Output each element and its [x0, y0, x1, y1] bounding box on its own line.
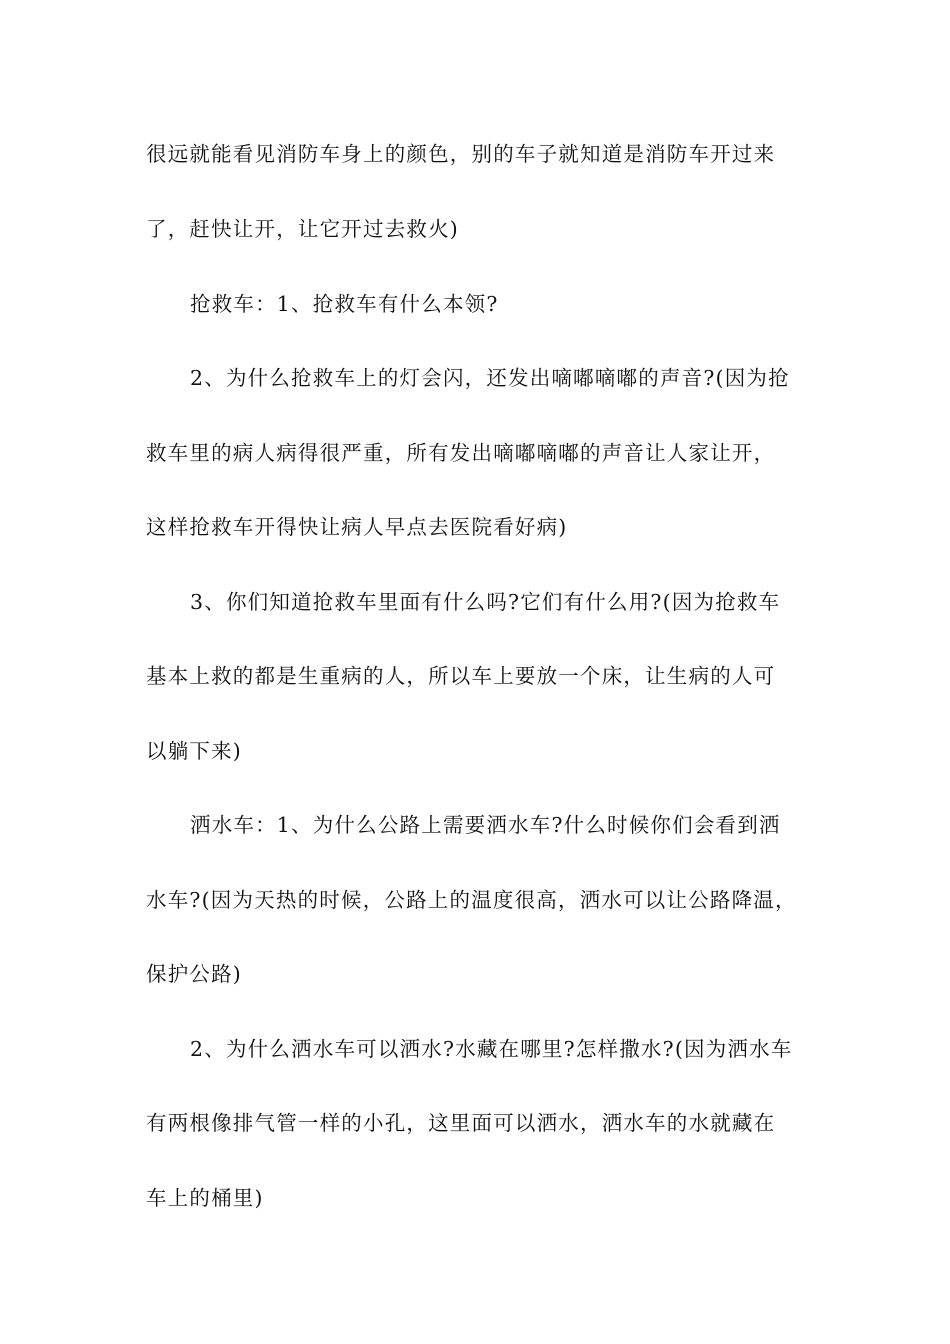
text-line-13: 2、为什么洒水车可以洒水?水藏在哪里?怎样撒水?(因为洒水车 [190, 1037, 793, 1061]
text-line-3: 抢救车：1、抢救车有什么本领? [190, 292, 499, 316]
text-line-7: 3、你们知道抢救车里面有什么吗?它们有什么用?(因为抢救车 [190, 590, 781, 614]
text-line-2: 了，赶快让开，让它开过去救火) [146, 217, 459, 241]
text-line-5: 救车里的病人病得很严重，所有发出嘀嘟嘀嘟的声音让人家让开， [146, 441, 776, 465]
text-line-14: 有两根像排气管一样的小孔，这里面可以洒水，洒水车的水就藏在 [146, 1111, 776, 1135]
text-line-11: 水车?(因为天热的时候，公路上的温度很高，洒水可以让公路降温， [146, 888, 797, 912]
text-line-12: 保护公路) [146, 962, 242, 986]
text-line-15: 车上的桶里) [146, 1186, 264, 1210]
text-line-10: 洒水车：1、为什么公路上需要洒水车?什么时候你们会看到洒 [190, 813, 781, 837]
text-line-8: 基本上救的都是生重病的人，所以车上要放一个床，让生病的人可 [146, 664, 776, 688]
text-line-6: 这样抢救车开得快让病人早点去医院看好病) [146, 515, 568, 539]
text-line-1: 很远就能看见消防车身上的颜色，别的车子就知道是消防车开过来 [146, 142, 776, 166]
text-line-9: 以躺下来) [146, 739, 242, 763]
text-line-4: 2、为什么抢救车上的灯会闪，还发出嘀嘟嘀嘟的声音?(因为抢 [190, 366, 790, 390]
